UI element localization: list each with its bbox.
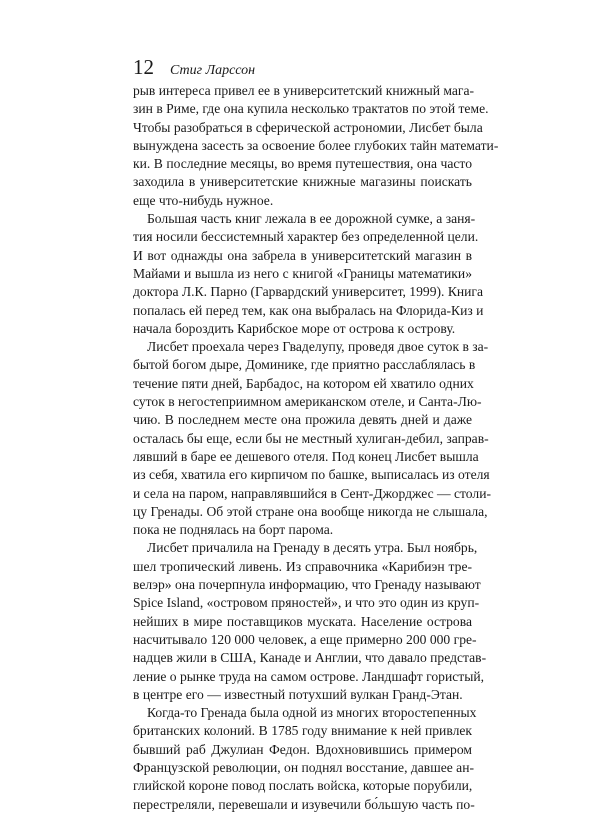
text-line: лявший в баре ее дешевого отеля. Под конец Лисбет вышла [133, 448, 479, 464]
text-line: надцев жили в США, Канаде и Англии, что давало представ- [133, 650, 487, 666]
page-number: 12 [133, 55, 154, 79]
text-line: ки. В последние месяцы, во время путешествия, она часто [133, 156, 472, 172]
text-line: Французской революции, он поднял восстание, давшее ан- [133, 759, 474, 775]
text-line: вынуждена засесть за освоение более глубоких тайн математи- [133, 137, 499, 153]
text-line: попалась ей перед тем, как она выбралась на Флорида-Киз и [133, 302, 484, 318]
text-line: ление о рынке труда на самом острове. Ландшафт гористый, [133, 668, 485, 684]
text-line: рыв интереса привел ее в университетский книжный мага- [133, 83, 475, 98]
text-line: суток в негостеприимном американском отеле, и Санта-Лю- [133, 394, 482, 410]
text-line: Лисбет причалила на Гренаду в десять утра. Был ноябрь, [147, 540, 478, 556]
text-line: глийской короне повод послать войска, которые порубили, [133, 778, 473, 794]
text-line: доктора Л.К. Парно (Гарвардский университет, 1999). Книга [133, 284, 484, 300]
text-line: британских колоний. В 1785 году внимание к ней привлек [133, 723, 472, 739]
text-line: и села на паром, направлявшийся в Сент-Джорджес — столи- [133, 485, 491, 501]
text-line: И вот однажды она забрела в университетский магазин в [133, 247, 472, 263]
text-line: шел тропический ливень. Из справочника «Карибиэн тре- [133, 558, 472, 574]
text-line: пока не поднялась на борт парома. [133, 522, 334, 538]
text-line: Чтобы разобраться в сферической астрономии, Лисбет была [133, 119, 483, 135]
text-line: бытой богом дыре, Доминике, где приятно расслаблялась в [133, 357, 476, 373]
text-line: осталась бы еще, если бы не местный хулиган-дебил, заправ- [133, 430, 489, 446]
text-line: еще что-нибудь нужное. [133, 192, 274, 208]
page-header [133, 55, 255, 79]
text-line: течение пяти дней, Барбадос, на котором ей хватило одних [133, 375, 474, 391]
text-line: из себя, хватила его кирпичом по башке, выписалась из отеля [133, 467, 490, 483]
text-line: насчитывало 120 000 человек, а еще примерно 200 000 гре- [133, 631, 477, 647]
text-line: начала бороздить Карибское море от острова к острову. [133, 320, 456, 336]
text-line: нейших в мире поставщиков муската. Население острова [133, 613, 472, 629]
text-line: зин в Риме, где она купила несколько трактатов по этой теме. [133, 101, 489, 117]
text-line: чию. В последнем месте она прожила девять дней и даже [133, 412, 472, 428]
text-line: тия носили бессистемный характер без определенной цели. [133, 229, 479, 245]
text-line: Лисбет проехала через Гваделупу, проведя двое суток в за- [147, 339, 489, 355]
text-line: Когда-то Гренада была одной из многих второстепенных [147, 705, 477, 721]
running-title: Стиг Ларссон [170, 63, 256, 78]
text-line: велэр» она почерпнула информацию, что Гренаду называют [133, 577, 481, 593]
body-text [133, 82, 499, 814]
text-line: в центре его — известный потухший вулкан Гранд-Этан. [133, 686, 463, 702]
text-line: Большая часть книг лежала в ее дорожной сумке, а заня- [147, 211, 476, 227]
text-line: бывший раб Джулиан Федон. Вдохновившись примером [133, 741, 472, 757]
text-line: заходила в университетские книжные магазины поискать [133, 174, 472, 190]
text-line: перестреляли, перевешали и изувечили бо́льшую часть по- [133, 796, 475, 812]
text-line: Spice Island, «островом пряностей», и что это один из круп- [133, 595, 480, 611]
text-line: цу Гренады. Об этой стране она вообще никогда не слышала, [133, 503, 488, 519]
text-line: Майами и вышла из него с книгой «Границы математики» [133, 265, 472, 281]
